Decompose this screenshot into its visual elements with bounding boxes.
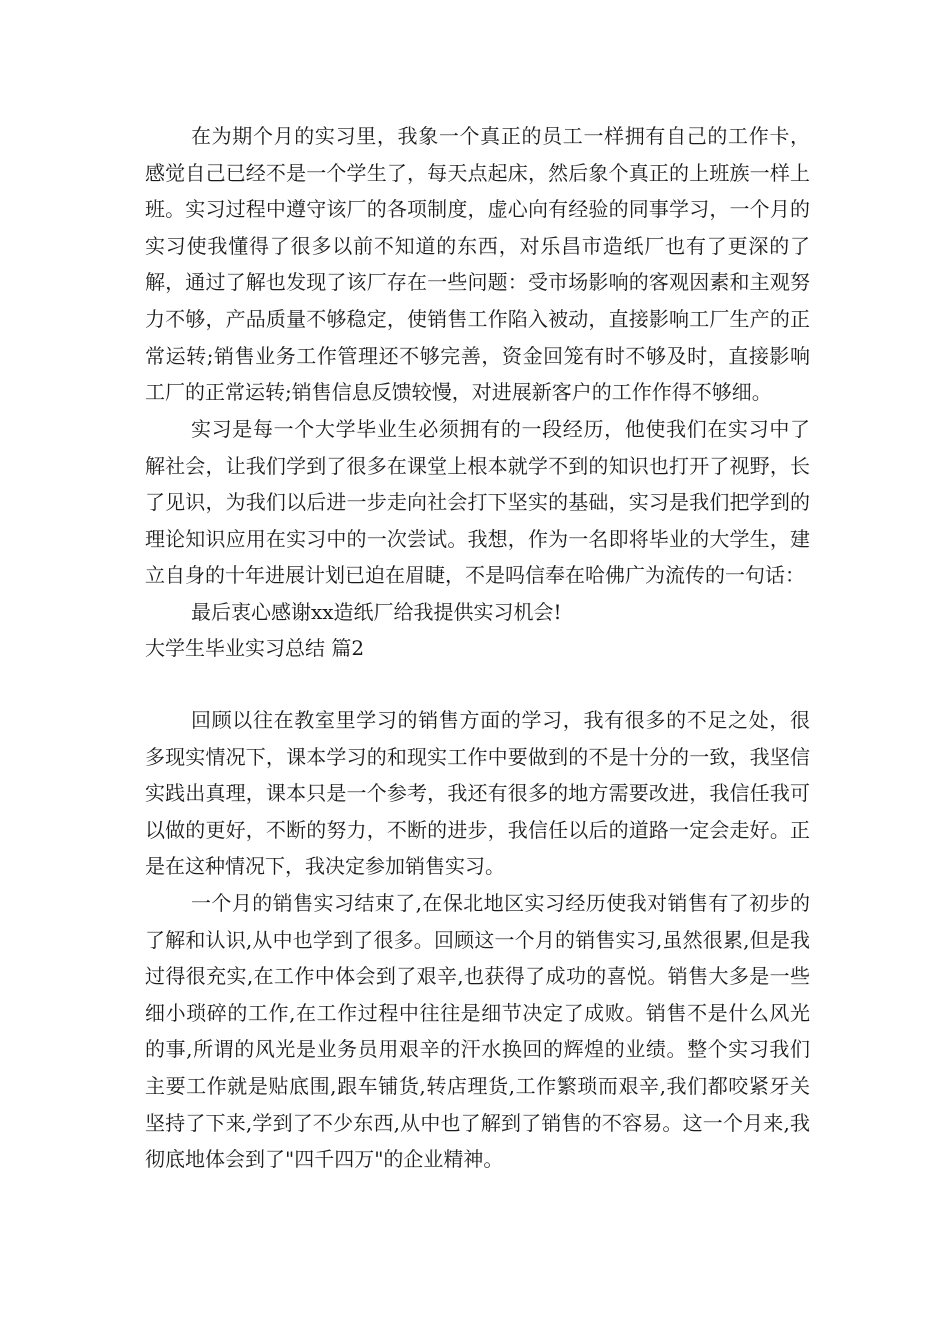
paragraph-internship-experience: 在为期个月的实习里，我象一个真正的员工一样拥有自己的工作卡，感觉自己已经不是一个学生了，每天点起床，然后象个真正的上班族一样上班。实习过程中遵守该厂的各项制度，虚心向有经验的同事学习，一个月的实习使我懂得了很多以前不知道的东西，对乐昌市造纸厂也有了更深的了解，通过了解也发现了该厂存在一些问题：受市场影响的客观因素和主观努力不够，产品质量不够稳定，使销售工作陷入被动，直接影响工厂生产的正常运转;销售业务工作管理还不够完善，资金回笼有时不够及时，直接影响工厂的正常运转;销售信息反馈较慢，对进展新客户的工作作得不够细。: [145, 124, 810, 405]
paragraph-sales-internship: 一个月的销售实习结束了,在保北地区实习经历使我对销售有了初步的了解和认识,从中也学到了很多。回顾这一个月的销售实习,虽然很累,但是我过得很充实,在工作中体会到了艰辛,也获得了成功的喜悦。销售大多是一些细小琐碎的工作,在工作过程中往往是细节决定了成败。销售不是什么风光的事,所谓的风光是业务员用艰辛的汗水换回的辉煌的业绩。整个实习我们主要工作就是贴底围,跟车铺货,转店理货,工作繁琐而艰辛,我们都咬紧牙关坚持了下来,学到了不少东西,从中也了解到了销售的不容易。这一个月来,我彻底地体会到了"四千四万"的企业精神。: [145, 891, 810, 1172]
paragraph-thanks: 最后衷心感谢xx造纸厂给我提供实习机会!: [191, 600, 562, 624]
section-heading: 大学生毕业实习总结 篇2: [145, 636, 365, 660]
paragraph-internship-meaning: 实习是每一个大学毕业生必须拥有的一段经历，他使我们在实习中了解社会，让我们学到了很多在课堂上根本就学不到的知识也打开了视野，长了见识，为我们以后进一步走向社会打下坚实的基础，实习是我们把学到的理论知识应用在实习中的一次尝试。我想，作为一名即将毕业的大学生，建立自身的十年进展计划已迫在眉睫，不是吗信奉在哈佛广为流传的一句话：: [145, 417, 810, 588]
paragraph-review: 回顾以往在教室里学习的销售方面的学习，我有很多的不足之处，很多现实情况下，课本学习的和现实工作中要做到的不是十分的一致，我坚信实践出真理，课本只是一个参考，我还有很多的地方需要改进，我信任我可以做的更好，不断的努力，不断的进步，我信任以后的道路一定会走好。正是在这种情况下，我决定参加销售实习。: [145, 708, 810, 879]
